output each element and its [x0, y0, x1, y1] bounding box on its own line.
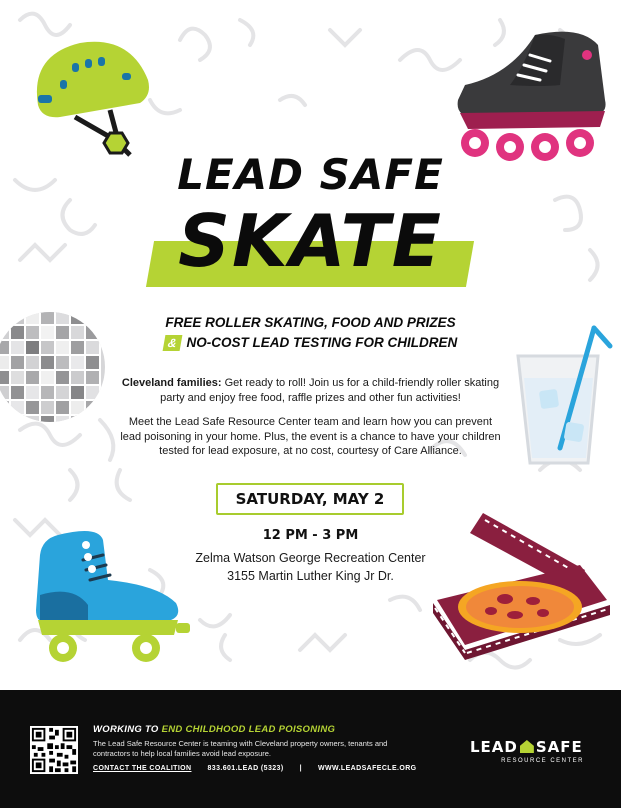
inline-skate-icon	[440, 25, 615, 170]
subtitle-line-1: FREE ROLLER SKATING, FOOD AND PRIZES	[165, 315, 456, 330]
title-line-2: SKATE	[178, 199, 443, 283]
subtitle-line-2-text: NO-COST LEAD TESTING FOR CHILDREN	[186, 335, 458, 350]
footer-heading: WORKING TO END CHILDHOOD LEAD POISONING	[93, 724, 336, 735]
qr-code-icon[interactable]	[30, 726, 78, 774]
website-link[interactable]: WWW.LEADSAFECLE.ORG	[317, 765, 417, 772]
event-time: 12 PM - 3 PM	[262, 528, 359, 543]
house-icon	[520, 740, 534, 753]
details-paragraph: Meet the Lead Safe Resource Center team and learn how you can prevent lead poisoning in your home. Plus, the event is a chance to have your children tested for lead exposure, at no cost, courtesy of Care Alliance.	[120, 416, 501, 457]
subtitle-line-2	[0, 335, 621, 351]
intro-paragraph	[118, 376, 503, 405]
logo-subtitle: RESOURCE CENTER	[501, 758, 584, 764]
intro-text: Get ready to roll! Join us for a child-friendly roller skating party and enjoy free food, raffle prizes and other fun activities!	[160, 377, 500, 404]
link-separator: |	[299, 765, 302, 772]
event-venue: Zelma Watson George Recreation Center	[195, 551, 426, 565]
footer-links	[93, 765, 433, 772]
contact-link[interactable]: CONTACT THE COALITION	[93, 765, 192, 772]
intro-lead: Cleveland families:	[121, 377, 222, 389]
footer-description: The Lead Safe Resource Center is teaming with Cleveland property owners, tenants and contractors to help local families avoid lead exposure.	[93, 739, 388, 758]
logo-text-right: SAFE	[535, 738, 583, 756]
event-address: 3155 Martin Luther King Jr Dr.	[227, 569, 394, 583]
ampersand-badge: &	[162, 335, 181, 351]
lead-safe-logo	[470, 738, 590, 764]
phone-number[interactable]: 833.601.LEAD (5323)	[207, 765, 284, 772]
footer-heading-highlight: END CHILDHOOD LEAD POISONING	[161, 724, 336, 735]
footer	[0, 690, 621, 808]
helmet-icon	[30, 35, 160, 160]
roller-skate-icon	[28, 525, 193, 670]
logo-text-left: LEAD	[470, 738, 518, 756]
event-date: SATURDAY, MAY 2	[216, 483, 404, 515]
title-line-1: LEAD SAFE	[177, 150, 444, 199]
